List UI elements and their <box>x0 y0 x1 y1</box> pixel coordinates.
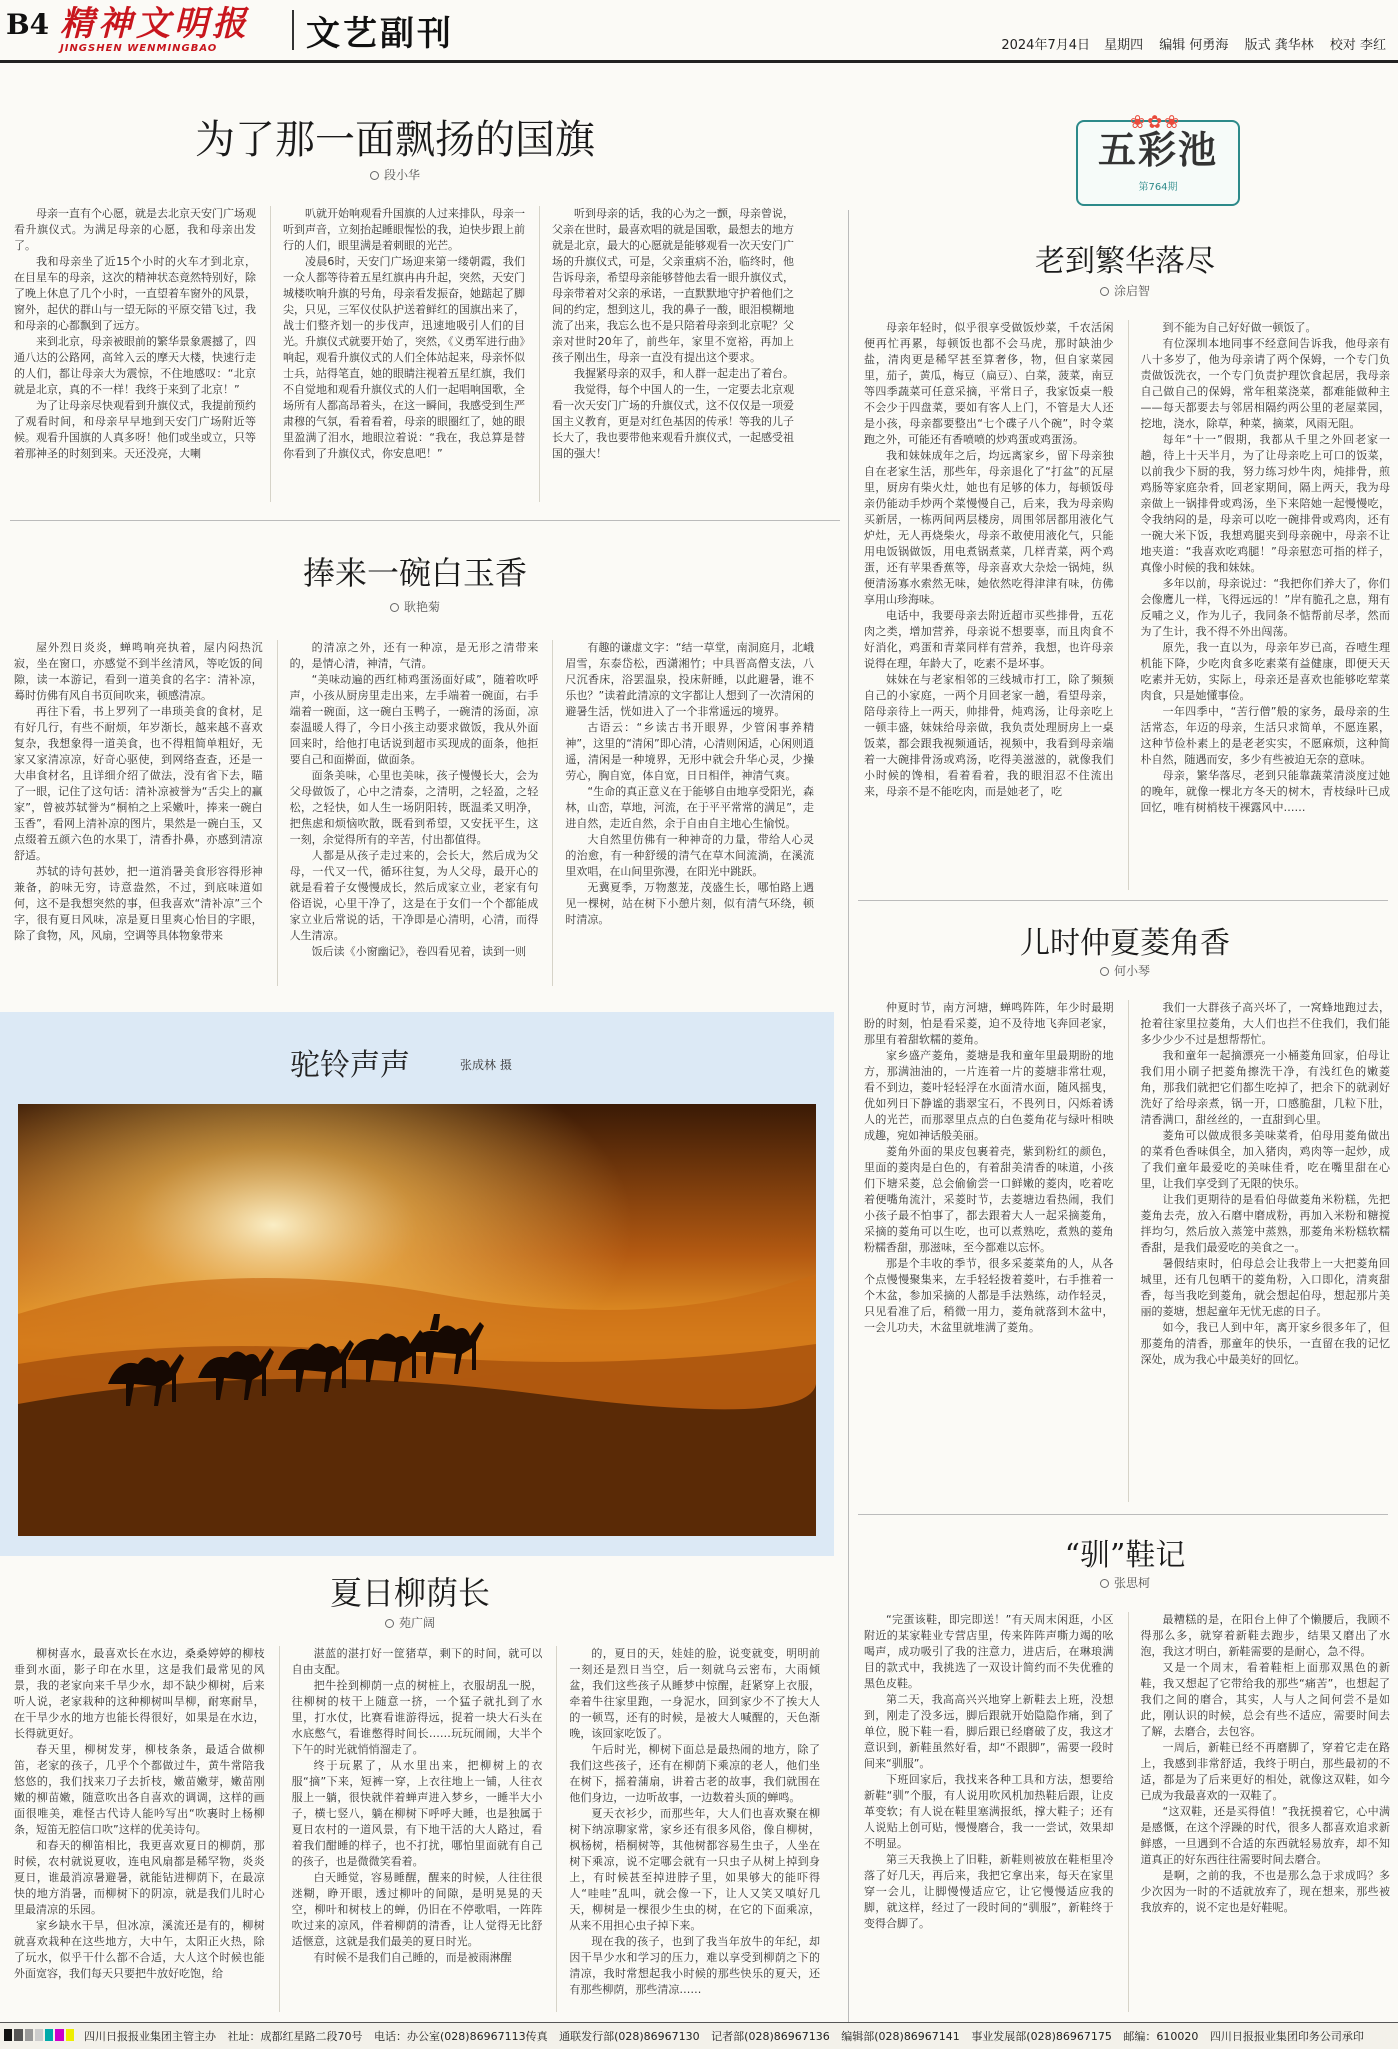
paragraph: 听到母亲的话，我的心为之一颤，母亲曾说，父亲在世时，最喜欢唱的就是国歌，最想去的地方就是北京，最大的心愿就是能够观看一次天安门广场的升旗仪式，可是，父亲重病不治，临终时，他告诉母亲，希望母亲能够替他去看一眼升旗仪式，母亲带着对父亲的承诺，一直默默地守护着他们之间的约定，想到这儿，我的鼻子一酸，眼泪模糊地流了出来，我忘么也不是只陪着母亲到北京呢？父亲对世时20年了，前些年，家里不宽裕，再加上孩子刚出生，母亲一直没有提出这个要求。 <box>552 207 794 364</box>
paragraph: 是啊，之前的我，不也是那么急于求成吗？多少次因为一时的不适就放弃了，现在想来，那些被我放弃的，说不定也是好鞋呢。 <box>1140 1869 1390 1914</box>
section-divider <box>858 900 1388 901</box>
article-author: 段小华 <box>0 166 790 183</box>
text-column <box>1128 1000 1391 1502</box>
paragraph: 仲夏时节，南方河塘，蝉鸣阵阵，年少时最期盼的时刻，怕是看采菱，迫不及待地飞奔回老家，那里有着甜软糯的菱角。 <box>864 1001 1114 1046</box>
paragraph: 母亲一直有个心愿，就是去北京天安门广场观看升旗仪式。为满足母亲的心愿，我和母亲出发了。 <box>14 207 256 252</box>
paragraph: 夏天衣衫少，而那些年，大人们也喜欢聚在柳树下纳凉聊家常，家乡还有很多风俗，像自柳树，枫杨树，梧桐树等，其他树都容易生虫子，人坐在树下乘凉，说不定哪会就有一只虫子从树上掉到身上，有时候甚至掉进脖子里，如果够大的能吓得人“哇哇”乱叫，就会像一下，让人又笑又嗔好几天，柳树是一棵很少生虫的树，在它的下面乘凉，从来不用担心虫子掉下来。 <box>569 1807 820 1932</box>
article-author: 涂启智 <box>860 282 1390 299</box>
paragraph: 我和母亲坐了近15个小时的火车才到北京，在目星车的母亲，这次的精神状态竟然特别好，除了晚上休息了几个小时，一直望着车窗外的风景，窗外，起伏的群山与一望无际的平原交错飞过，我和母亲的心都飘到了远方。 <box>14 255 256 332</box>
column-divider <box>848 210 849 2040</box>
paragraph: 终于玩累了，从水里出来，把柳树上的衣服“摘”下来，短裤一穿，上衣往地上一铺，人往衣服上一躺，很快就伴着蝉声进入梦乡，一睡半大小子，横七竖八，躺在柳树下呼呼大睡，也是独属于夏日农村的一道风景，有下地干活的大人路过，看着我们酣睡的样子，也不打扰，哪怕里面就有自己的孩子，也是微微笑看着。 <box>291 1759 543 1868</box>
photo-panel <box>0 1012 834 1556</box>
paragraph: 我觉得，每个中国人的一生，一定要去北京观看一次天安门广场的升旗仪式，这不仅仅是一项爱国主义教育，更是对红色基因的传承！等我的儿子长大了，我也要带他来观看升旗仪式，一起感受祖国的强大！ <box>552 383 794 460</box>
paragraph: “完蛋该鞋，即完即送！”有天周末闲逛，小区附近的某家鞋业专营店里，传来阵阵声嘶力竭的吆喝声，成功吸引了我的注意力，进店后，在琳琅满目的款式中，我挑选了一双设计简约而不失优雅的黑色皮鞋。 <box>864 1613 1114 1690</box>
paragraph: 我和妹妹成年之后，均远离家乡，留下母亲独自在老家生活，那些年，母亲退化了“打盆”的瓦屋里，厨房有柴火灶，她也有足够的体力，每顿饭母亲仍能动手炒两个菜慢慢自己，后来，我为母亲购买新居，一栋两间两层楼房，周围邻居都用液化气炉灶，无人再烧柴火，母亲不敢使用液化气，只能用电饭锅做饭，用电煮锅煮菜，几样青菜，两个鸡蛋，还有苹果香蕉等，母亲喜欢大杂烩一锅炖，纵便清汤寡水索然无味，她依然吃得津津有味，仿佛享用山珍海味。 <box>864 449 1114 606</box>
masthead-title: 精神文明报 <box>60 4 250 44</box>
text-column <box>864 1000 1114 1502</box>
article-title: 夏日柳荫长 <box>329 1574 490 1612</box>
photo-credit: 张成林 摄 <box>460 1058 512 1072</box>
paragraph: 饭后读《小窗幽记》，卷四看见着，读到一则 <box>311 945 527 958</box>
paragraph: 一周后，新鞋已经不再磨脚了，穿着它走在路上，我感到非常舒适，我终于明白，那些最初的不适，都是为了后来更好的相处，就像这双鞋，如今已成为我最喜欢的一双鞋了。 <box>1140 1741 1390 1802</box>
paragraph: 人都是从孩子走过来的，会长大，然后成为父母，一代又一代，循环往复，为人父母，最开心的就是看着子女慢慢成长，然后成家立业，老家有句俗语说，心里干净了，这是在于女们一个个都能成家立业后常说的话，干净即是心清明，心清，而得人生清凉。 <box>289 849 539 942</box>
paragraph: 现在我的孩子，也到了我当年放牛的年纪，却因干旱少水和学习的压力，难以享受到柳荫之下的清凉，我时常想起我小时候的那些快乐的夏天，还有那些柳荫，那些清凉…… <box>569 1935 820 1996</box>
paragraph: 下班回家后，我找来各种工具和方法，想要给新鞋“驯”个服，有人说用吹风机加热鞋后跟，让皮革变软；有人说在鞋里塞满报纸，撑大鞋子；还有人说贴上创可贴，慢慢磨合，我一一尝试，效果却不明显。 <box>864 1773 1114 1850</box>
article-author: 张思柯 <box>860 1574 1390 1591</box>
paragraph: 苏轼的诗句甚妙，把一道消暑美食形容得形神兼备，韵味无穷，诗意盎然，不过，到底味道如何，这不是我想突然的事，但我喜欢“清补凉”三个字，很有夏日风味，凉是夏日里爽心怡目的字眼，除了食物，风，风扇，空调等具体物象带来 <box>14 865 263 942</box>
paragraph: 菱角可以做成很多美味菜肴，伯母用菱角做出的菜肴色香味俱全，加入猪肉，鸡肉等一起炒，成了我们童年最爱吃的美味佳肴，吃在嘴里甜在心里，让我们享受到了无限的快乐。 <box>1140 1129 1390 1190</box>
paragraph: 有位深圳本地同事不经意间告诉我，他母亲有八十多岁了，他为母亲请了两个保姆，一个专门负责做饭洗衣，一个专门负责护理饮食起居，我母亲自己做自己的保姆，常年租菜浇菜，都难能做种主——每天都要去与邻居相隔约两公里的老屋菜园，挖地，浇水，除草，种菜，摘菜，风雨无阻。 <box>1140 337 1390 430</box>
page-header <box>0 0 1398 60</box>
designer-credit: 版式 龚华林 <box>1244 38 1314 53</box>
article-body <box>864 1000 1390 1502</box>
footer-address: 社址：成都红星路二段70号 <box>227 2030 363 2043</box>
paragraph: 那是个丰收的季节，很多采菱菜角的人，从各个点慢慢聚集来，左手轻轻拨着菱叶，右手推着一个木盆，参加采摘的人都是手法熟练，动作轻灵，只见看准了后，稍微一用力，菱角就落到木盆中，一会儿功夫，木盆里就堆满了菱角。 <box>864 1257 1114 1334</box>
paragraph: 的，夏日的天，娃娃的脸，说变就变，明明前一刻还是烈日当空，后一刻就乌云密布，大雨倾盆，我们这些孩子从睡梦中惊醒，赶紧穿上衣服，牵着牛往家里跑，一身泥水，回到家少不了挨大人的一顿骂，还有的时候，是被大人喊醒的，天色渐晚，该回家吃饭了。 <box>569 1647 820 1740</box>
paragraph: 有趣的谦虚文字：“结一草堂，南洞庭月，北峨眉雪，东泰岱松，西潇湘竹；中具晋高僧支法，八尺沉香床，浴罢温泉，投床鼾睡，以此避暑，谁不乐也？”读着此清凉的文字都让人想到了一次清闲的避暑生活，恍如进入了一个非常遥远的境界。 <box>565 641 814 718</box>
paragraph: 母亲，繁华落尽，老到只能靠蔬菜清淡度过她的晚年，就像一棵北方冬天的树木，青枝绿叶已成回忆，唯有树梢枝干裸露风中…… <box>1140 769 1390 814</box>
section-divider <box>10 520 840 521</box>
paragraph: 无冀夏季，万物葱茏，茂盛生长，哪怕路上遇见一棵树，站在树下小憩片刻，似有清气环绕，顿时清凉。 <box>565 881 814 926</box>
issue-date: 2024年7月4日 <box>1001 38 1090 53</box>
paragraph: 有时候不是我们自己睡的，而是被雨淋醒 <box>313 1951 512 1964</box>
paragraph: 和春天的柳笛相比，我更喜欢夏日的柳荫，那时候，农村就说夏收，连电风扇都是稀罕物，炎炎夏日，谁最消凉暑避暑，就能钻进柳荫下，在最凉快的地方消暑，而柳树下的阴凉，就是我们儿时心里最清凉的乐园。 <box>14 1839 265 1916</box>
paragraph: 菱角外面的果皮包裹着壳，紫到粉红的颜色，里面的菱肉是白色的，有着甜美清香的味道，小孩们下塘采菱，总会偷偷尝一口鲜嫩的菱肉，吃着吃着便嘴角流汁，采菱时节，去菱塘边看热闹，我们小孩子最不怕事了，都去跟着大人一起采摘菱角，采摘的菱角可以生吃，也可以煮熟吃，煮熟的菱角粉糯香甜，那滋味，至今都难以忘怀。 <box>864 1145 1114 1254</box>
paragraph: “美味动遍的西红柿鸡蛋汤面好咸”，随着吹呼声，小孩从厨房里走出来，左手端着一碗面，右手端着一碗面，这一碗白玉鸭子，一碗清的汤面，凉泰温暖人得了，今日小孩主动要求做饭，我从外面回来时，给他打电话说到超市买现成的面条，他拒要自己和面擀面，做面条。 <box>289 673 539 766</box>
text-column <box>556 1646 820 2012</box>
paragraph: 到不能为自己好好做一顿饭了。 <box>1162 321 1317 334</box>
paragraph: 我握紧母亲的双手，和人群一起走出了着台。 <box>574 367 794 380</box>
footer-news-phone: 通联发行部(028)86967130 <box>559 2030 700 2043</box>
paragraph: 电话中，我要母亲去附近超市买些排骨，五花肉之类，增加营养，母亲说不想要辜，而且肉食不好消化，鸡蛋和青菜同样有营养，我想，也许母亲说得在理，年龄大了，吃素不是坏事。 <box>864 609 1114 670</box>
article-body <box>864 1612 1390 2012</box>
paragraph: 妹妹在与老家相邻的三线城市打工，除了频频自己的小家庭，一两个月回老家一趟，看望母亲，陪母亲待上一两天，帅排骨，炖鸡汤，让母亲吃上一顿丰盛，妹妹给母亲做，我负责处理厨房上一桌饭菜，都会跟我视频通话，视频中，我看到母亲端着一大碗排骨汤或鸡汤，吃得美滋滋的，就像我们小时候的馋相，看着看着，我的眼泪忍不住流出来，母亲不是不能吃肉，而是她老了，吃 <box>864 673 1114 798</box>
paragraph: 每年“十一”假期，我都从千里之外回老家一趟，待上十天半月，为了让母亲吃上可口的饭菜，以前我少下厨的我，努力练习炒牛肉，炖排骨，煎鸡肠等家庭杂肴，回老家期间，隔上两天，我为母亲做上一锅排骨或鸡汤，坐下来陪她一起慢慢吃，令我纳闷的是，母亲可以吃一碗排骨或鸡肉，还有一碗大米下饭，我想鸡腿夹到母亲碗中，母亲不让地夹道：“我喜欢吃鸡腿！”母亲慰恋可指的样子，真像小时候的我和妹妹。 <box>1140 433 1390 574</box>
section-divider <box>858 1514 1388 1515</box>
footer-color-bar <box>4 2029 74 2041</box>
footer-text <box>84 2028 1364 2044</box>
paragraph: 如今，我已人到中年，离开家乡很多年了，但那菱角的清香，那童年的快乐，一直留在我的记忆深处，成为我心中最美好的回忆。 <box>1140 1321 1390 1366</box>
text-column <box>864 320 1114 890</box>
paragraph: 白天睡觉，容易睡醒，醒来的时候，人往往很迷糊，睁开眼，透过柳叶的间隙，是明晃晃的天空，柳叶和树枝上的蝉，仍旧在不停歌唱，一阵阵吹过来的凉风，伴着柳荫的清香，让人觉得无比舒适惬意，这就是我们最美的夏日时光。 <box>291 1871 543 1948</box>
text-column <box>1128 320 1391 890</box>
footer-postcode: 邮编：610020 <box>1123 2030 1199 2043</box>
paragraph: 第二天，我高高兴兴地穿上新鞋去上班，没想到，刚走了没多远，脚后跟就开始隐隐作痛，到了单位，脱下鞋一看，脚后跟已经磨破了皮，我这才意识到，新鞋虽然好看，却“不跟脚”，需要一段时间来“驯服”。 <box>864 1693 1114 1770</box>
article-author: 苑广阔 <box>0 1614 820 1631</box>
column-badge <box>1076 112 1240 206</box>
article-body <box>14 206 794 502</box>
paragraph: 暑假结束时，伯母总会让我带上一大把菱角回城里，还有几包晒干的菱角粉，入口即化，清爽甜香，每当我吃到菱角，就会想起伯母，想起那片美丽的菱塘，想起童年无忧无虑的日子。 <box>1140 1257 1390 1318</box>
paragraph: 我和童年一起摘漂亮一小桶菱角回家，伯母让我们用小刷子把菱角擦洗干净，有浅红色的嫩菱角，那我们就把它们都生吃掉了，把余下的就剥好洗好了给母亲煮，锅一开，口感脆甜，几粒下肚，清香满口，甜丝丝的，一直甜到心里。 <box>1140 1049 1390 1126</box>
masthead-pinyin: JINGSHEN WENMINGBAO <box>60 43 218 54</box>
issue-weekday: 星期四 <box>1104 38 1144 53</box>
text-column <box>864 1612 1114 2012</box>
text-column <box>552 640 814 986</box>
article-author: 耿艳菊 <box>0 598 830 615</box>
footer-business-phone: 事业发展部(028)86967175 <box>971 2030 1112 2043</box>
article-title: 儿时仲夏菱角香 <box>1020 926 1230 961</box>
badge-issue: 第764期 <box>1138 182 1178 193</box>
article-title: “驯”鞋记 <box>1064 1538 1186 1573</box>
badge-title: 五彩池 <box>1097 127 1218 172</box>
text-column <box>270 206 525 502</box>
article-body <box>14 1646 820 2012</box>
article-title: 老到繁华落尽 <box>1035 244 1215 279</box>
paragraph: 凌晨6时，天安门广场迎来第一缕朝霞，我们一众人都等待着五星红旗冉冉升起，突然，天安门城楼吹响升旗的号角，母亲看发振奋，她踮起了脚尖，只见，三军仪仗队护送着鲜红的国旗出来了，战士们整齐划一的步伐声，迅速地吸引人们的目光。升旗仪式就要开始了，突然，《义勇军进行曲》响起，观看升旗仪式的人们全体站起来，母亲怀似士兵，站得笔直，她的眼睛注视着五星红旗，我们不自觉地和观看升旗仪式的人们一起唱响国歌，全场所有人都高昂着头，在这一瞬间，我感受到生严肃穆的气氛，看着看着，母亲的眼圈红了，她的眼里盈满了泪水，地眼泣着说：“我在，我总算是替你看到了升旗仪式，你安息吧！” <box>283 255 525 460</box>
paragraph: 多年以前，母亲说过：“我把你们养大了，你们会像鹰儿一样，飞得远远的！”岸有脆孔之息，翔有反哺之义，作为儿子，我同条不惦帮前尽孝，然而为了生计，我不得不外出闯荡。 <box>1140 577 1390 638</box>
text-column <box>539 206 794 502</box>
paragraph: 为了让母亲尽快观看到升旗仪式，我提前预约了观看时间，和母亲早早地到天安门广场附近等候。观看升国旗的人真多呀！他们或坐或立，只等着那神圣的时刻到来。天还没亮，大喇 <box>14 399 256 460</box>
paragraph: 大自然里仿佛有一种神奇的力量，带给人心灵的治愈，有一种舒缓的清气在草木间流淌，在溪流里欢唱，在山间里弥漫，在阳光中跳跃。 <box>565 833 814 878</box>
paragraph: 柳树喜水，最喜欢长在水边，桑桑婷婷的柳枝垂到水面，影子印在水里，这是我们最常见的风景，我的老家向来千旱少水，却不缺少柳树，后来听人说，老家栽种的这种柳树叫旱柳，耐寒耐旱，在干旱少水的地方也能长得很好，如果是在水边，长得就更好。 <box>14 1647 265 1740</box>
page-footer <box>0 2022 1398 2049</box>
desert-camel-photo <box>18 1104 816 1536</box>
article-title: 为了那一面飘扬的国旗 <box>195 117 595 163</box>
text-column <box>277 640 539 986</box>
paragraph: “生命的真正意义在于能够自由地享受阳光，森林，山峦，草地，河流，在于平平常常的满足”，走进自然，走近自然，余于自由自主地心生愉悦。 <box>565 785 814 830</box>
text-column <box>14 640 263 986</box>
paragraph: 原先，我一直以为，母亲年岁已高，吞噎生理机能下降，少吃肉食多吃素菜有益健康，即便天天吃素并无妨，实际上，母亲还是喜欢也能够吃荤菜肉食，只是她懂事俭。 <box>1140 641 1390 702</box>
photo-image <box>18 1104 816 1536</box>
text-column <box>14 1646 265 2012</box>
paragraph: 来到北京，母亲被眼前的繁华景象震撼了，四通八达的公路网，高耸入云的摩天大楼，快速行走的人们，都让母亲大为震惊，不住地感叹：“北京就是北京，真的不一样！我终于来到了北京！” <box>14 335 256 396</box>
paragraph: 母亲年轻时，似乎很享受做饭炒菜，千农活闲便再忙再累，每顿饭也都不会马虎，那时缺油少盐，清肉更是稀罕甚至算奢侈，物，但自家菜园里，茄子，黄瓜，梅豆（扁豆）、白菜，菠菜，南豆等四季蔬菜可任意采摘，平常日子，我家饭桌一般不会少于四盘菜，要如有客人上门，不管是大人还是小孩，母亲都要整出“七个碟子八个碗”，时令菜跑之外，可能还有香喷喷的炒鸡蛋或鸡蛋汤。 <box>864 321 1114 446</box>
article-body <box>14 640 814 986</box>
proof-credit: 校对 李红 <box>1329 38 1386 53</box>
paragraph: 又是一个周末，看着鞋柜上面那双黑色的新鞋，我又想起了它带给我的那些“痛苦”，也想起了我们之间的磨合，其实，人与人之间何尝不是如此，刚认识的时候，总会有些不适应，需要时间去了解，去磨合，去包容。 <box>1140 1661 1390 1738</box>
paragraph: 家乡盛产菱角，菱塘是我和童年里最期盼的地方，那满油油的，一片连着一片的菱塘非常壮观，看不到边，菱叶轻轻浮在水面清水面，随风摇曳，优如列日下静谧的翡翠宝石，不畏列日，闪烁着诱人的光芒，而那翠里点点的白色菱角花与绿叶相映成趣，宛如神话般美丽。 <box>864 1049 1114 1142</box>
paragraph: 面条美味，心里也美味，孩子慢慢长大，会为父母做饭了，心中之清泰，之清明，之轻盈，之轻松，之轻快，如人生一场阴阳转，既温柔又明净，把焦虑和烦恼吹散，既看到希望，又安抚平生，这一刻，余觉得所有的辛苦，付出都值得。 <box>289 769 539 846</box>
text-column <box>279 1646 543 2012</box>
footer-office-phone: 电话：办公室(028)86967113传真 <box>374 2030 548 2043</box>
paragraph: 午后时光，柳树下面总是最热闹的地方，除了我们这些孩子，还有在柳荫下乘凉的老人，他们坐在树下，摇着蒲扇，讲着古老的故事，我们就围在他们身边，一边听故事，一边数着头顶的蝉鸣。 <box>569 1743 820 1804</box>
paragraph: 古语云：“乡读古书开眼界，少管闲事养精神”，这里的“清闲”即心清，心清则闲适，心闲则逍遥，清闲是一种境界，无形中就会升华心灵，少操劳心，胸自宽，体自宽，日日相伴，神清气爽。 <box>565 721 814 782</box>
text-column <box>1128 1612 1391 2012</box>
paragraph: 一年四季中，“苦行僧”般的家务，最母亲的生活常态，年迈的母亲，生活只求简单，不愿连累，这种节俭朴素上的是老老实实，不愿麻烦，这种简朴自然，随遇而安，多少有些被迫无奈的意味。 <box>1140 705 1390 766</box>
footer-reporter-phone: 记者部(028)86967136 <box>711 2030 830 2043</box>
footer-printer: 四川日报报业集团印务公司承印 <box>1209 2030 1364 2043</box>
photo-title: 驼铃声声 <box>290 1048 410 1083</box>
article-title: 捧来一碗白玉香 <box>302 554 527 592</box>
paragraph: 家乡缺水干旱，但冰凉，溪流还是有的，柳树就喜欢栽种在这些地方，大中午，太阳正火热，除了玩水，似乎干什么都不合适，大人这个时候也能外面宽容，我们每天只要把牛放好吃饱，给 <box>14 1919 265 1980</box>
paragraph: 第三天我换上了旧鞋，新鞋则被放在鞋柜里冷落了好几天，再后来，我把它拿出来，每天在家里穿一会儿，让脚慢慢适应它，让它慢慢适应我的脚，就这样，经过了一段时间的“驯服”，新鞋终于变得合脚了。 <box>864 1853 1114 1930</box>
header-divider <box>292 10 294 50</box>
paragraph: 屋外烈日炎炎，蝉鸣响亮执着，屋内闷热沉寂，坐在窗口，亦感觉不到半丝清风，等吃饭的间隙，读一本游记，看到一道美食的名字：清补凉，蓦时仿佛有风自书页间吹来，顿感清凉。 <box>14 641 263 702</box>
paragraph: 最糟糕的是，在阳台上伸了个懒腰后，我顾不得那么多，就穿着新鞋去跑步，结果又磨出了水泡，我这才明白，新鞋需要的是耐心，急不得。 <box>1140 1613 1390 1658</box>
paragraph: 春天里，柳树发芽，柳枝条条，最适合做柳笛，老家的孩子，几乎个个都做过牛，黄牛常陪我悠悠的，我们找来刀子去折枝，嫩苗嫩芽，嫩苗刚嫩的柳苗嫩，随意吹出各自喜欢的调调，这样的画面很唯美，难怪古代诗人能吟写出“吹裹时上杨柳条，短笛无腔信口吹”这样的优美诗句。 <box>14 1743 265 1836</box>
footer-editorial-phone: 编辑部(028)86967141 <box>841 2030 960 2043</box>
footer-publisher: 四川日报报业集团主管主办 <box>84 2030 216 2043</box>
paragraph: “这双鞋，还是买得值！”我抚摸着它，心中满是感慨，在这个浮躁的时代，很多人都喜欢追求新鲜感，一旦遇到不合适的东西就轻易放弃，却不知道真正的好东西往往需要时间去磨合。 <box>1140 1805 1390 1866</box>
page-code: B4 <box>6 8 50 41</box>
paragraph: 把牛拴到柳荫一点的树桩上，衣服胡乱一脱，往柳树的枝干上随意一挤，一个猛子就扎到了水里，打水仗，比赛看谁游得远，捉着一块大石头在水底憋气，看谁憋得时间长……玩玩闹闹，大半个下午的时光就悄悄溜走了。 <box>291 1679 543 1756</box>
section-title: 文艺副刊 <box>306 14 454 54</box>
masthead-logo <box>60 4 282 54</box>
paragraph: 我们一大群孩子高兴坏了，一窝蜂地跑过去，抢着往家里拉菱角，大人们也拦不住我们，我们能多少少少不过是想帮帮忙。 <box>1140 1001 1390 1046</box>
header-meta <box>1001 34 1386 53</box>
paragraph: 叭就开始响观看升国旗的人过来排队，母亲一听到声音，立刻抬起睡眼惺忪的我，迫快步跟上前行的人们，眼里满是着刺眼的光芒。 <box>283 207 525 252</box>
header-rule <box>0 60 1398 63</box>
paragraph: 再往下看，书上罗列了一串琐美食的食材，足有好几行，有些不耐烦，年岁渐长，越来越不喜欢复杂，我想象得一道美食，也不得粗简单粗好，无家又家清凉凉，好奇心驱使，到网络查查，还是一大串食材名，且详细介绍了做法，没有省下去，瞄了一眼，记住了这句话：清补凉被誉为“舌尖上的赢家”，曾被苏轼誉为“桐柏之上采嫩叶，捧来一碗白玉香”，看网上清补凉的图片，果然是一碗白玉，又点缀着五颜六色的水果丁，清香扑鼻，亦感到清凉舒适。 <box>14 705 263 862</box>
article-author: 何小琴 <box>860 962 1390 979</box>
article-body <box>864 320 1390 890</box>
paragraph: 湛蓝的湛打好一筐猪草，剩下的时间，就可以自由支配。 <box>291 1647 543 1676</box>
badge-decoration-icon: ❀✿❀ <box>1130 112 1182 133</box>
paragraph: 的清凉之外，还有一种凉，是无形之清带来的，是情心清，神清，气清。 <box>289 641 539 670</box>
paragraph: 让我们更期待的是看伯母做菱角米粉糕，先把菱角去壳，放入石磨中磨成粉，再加入米粉和糖搅拌均匀，然后放入蒸笼中蒸熟，那菱角米粉糕软糯香甜，是我们最爱吃的美食之一。 <box>1140 1193 1390 1254</box>
editor-credit: 编辑 何勇海 <box>1159 38 1229 53</box>
text-column <box>14 206 256 502</box>
